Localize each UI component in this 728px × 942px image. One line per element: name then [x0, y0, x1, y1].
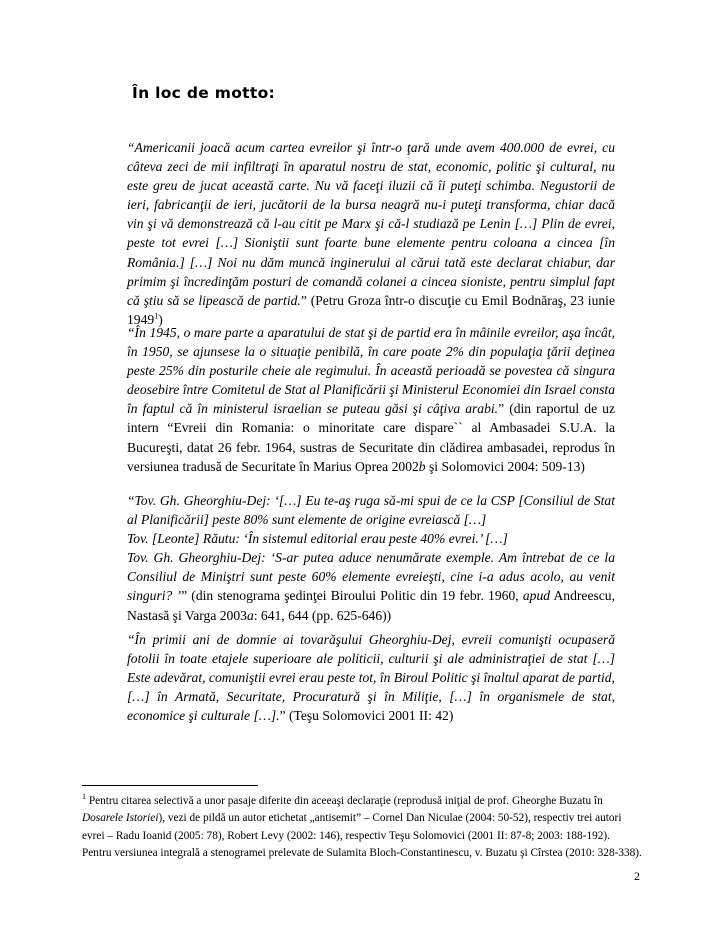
quote-politburo-source-mid: Andreescu, Nastasă şi Varga 2003 [127, 588, 616, 623]
quote-us-embassy-source-italic: b [418, 458, 426, 474]
footnote-number: 1 [82, 792, 86, 802]
quote-politburo-line2: Tov. [Leonte] Răutu: ‘În sistemul editorial erau peste 40% evrei.’ […] [127, 531, 508, 547]
quote-groza-source: ” (Petru Groza într-o discuţie cu Emil Bodnăraş, 23 iunie 1949 [127, 292, 615, 327]
quote-politburo [127, 491, 615, 625]
quote-politburo-source-letter: a [246, 607, 254, 623]
quote-politburo-apud: apud [522, 588, 551, 604]
quote-politburo-source-end: : 641, 644 (pp. 625-646)) [253, 607, 392, 623]
quote-us-embassy-text: “În 1945, o mare parte a aparatului de stat şi de partid era în mâinile evreilor, aşa încât, în 1950, se ajunsese la o situaţie penibilă, în care poate 2% din populaţia ţării deţinea peste 25% din posturile cheie ale regimului. În această perioadă se povestea că singura deosebire între Comitetul de Stat al Planificării şi Ministerul Economiei din Israel consta în faptul că în ministerul israelian se puteau găsi şi câţiva arabi. [127, 325, 615, 417]
quote-us-embassy-source-end: şi Solomovici 2004: 509-13) [425, 458, 585, 474]
quote-politburo-source: ” (din stenograma şedinţei Biroului Politic din 19 febr. 1960, [181, 588, 523, 604]
quote-politburo-line1: “Tov. Gh. Gheorghiu-Dej: ‘[…] Eu te-aş ruga să-mi spui de ce la CSP [Consiliul de Stat al Planificării] peste 80% sunt elemente de origine evreiască […] [127, 493, 615, 528]
quote-us-embassy [127, 323, 615, 476]
quote-us-embassy-source: ” (din raportul de uz intern “Evreii din Romania: o minoritate care dispare`` al Ambasadei S.U.A. la Bucureşti, datat 26 febr. 1964, sustras de Securitate din clădirea ambasadei, reprodus în versiunea tradusă de Securitate în Marius Oprea 2002 [127, 401, 616, 474]
quote-groza-source-end: ) [158, 311, 163, 327]
footnote-ref[interactable]: 1 [154, 311, 159, 321]
footnote-text: Pentru citarea selectivă a unor pasaje diferite din aceeaşi declaraţie (reprodusă iniţial de prof. Gheorghe Buzatu în [86, 795, 603, 807]
footnote-title: Dosarele Istoriei [82, 812, 159, 825]
quote-groza-text: “Americanii joacă acum cartea evreilor şi într-o ţară unde avem 400.000 de evrei, cu câteva zeci de mii infiltraţi în aparatul nostru de stat, economic, politic şi cultural, nu este greu de jucat această carte. Nu vă faceţi iluzii că îi puteţi schimba. Negustorii de ieri, fabricanţii de ieri, jucătorii de la bursa neagră nu-i puteţi transforma, chiar dacă vin şi vă demonstrează că l-au citit pe Marx şi că-l studiază pe Lenin […] Plin de evrei, peste tot evrei […] Sioniştii sunt foarte bune elemente pentru coloana a cincea [în România.] […] Noi nu dăm muncă inginerului al cărui tată este declarat chiabur, dar primim şi încredinţăm posturi de comandă colanei a cincea sioniste, pentru simplul fapt că ştiu să se lipească de partid. [127, 140, 615, 308]
page-number: 2 [634, 869, 640, 883]
footnote-text-rest: ), vezi de pildă un autor etichetat „antisemit” – Cornel Dan Niculae (2004: 50-52), respectiv trei autori evrei – Radu Ioanid (2005: 78), Robert Levy (2002: 146), respectiv Teşu Solomovici (2001 II: 87-8; 2003: 188-192). Pentru versiunea integrală a stenogramei prelevate de Sulamita Bloch-Constantinescu, v. Buzatu şi Cîrstea (2010: 328-338). [82, 812, 642, 860]
quote-solomovici [127, 630, 615, 725]
footnote [82, 793, 642, 863]
quote-groza [127, 138, 615, 329]
motto-heading: În loc de motto: [132, 84, 276, 102]
quote-solomovici-text: “În primii ani de domnie ai tovarăşului Gheorghiu-Dej, evreii comunişti ocupaseră fotolii în toate etajele superioare ale politicii, culturii şi ale administraţiei de stat […] Este adevărat, comuniştii evrei erau peste tot, în Biroul Politic şi înaltul aparat de partid, […] în Armată, Securitate, Procuratură şi în Miliţie, […] în organismele de stat, economice şi culturale […]. [127, 632, 615, 724]
footnote-divider [82, 785, 258, 786]
quote-politburo-line3: Tov. Gh. Gheorghiu-Dej: ‘S-ar putea aduce nenumărate exemple. Am întrebat de ce la Consiliul de Miniştri sunt peste 60% elemente evreieşti, cine i-a adus acolo, au venit singuri? ’ [127, 550, 615, 604]
quote-solomovici-source: ” (Teşu Solomovici 2001 II: 42) [279, 708, 454, 724]
